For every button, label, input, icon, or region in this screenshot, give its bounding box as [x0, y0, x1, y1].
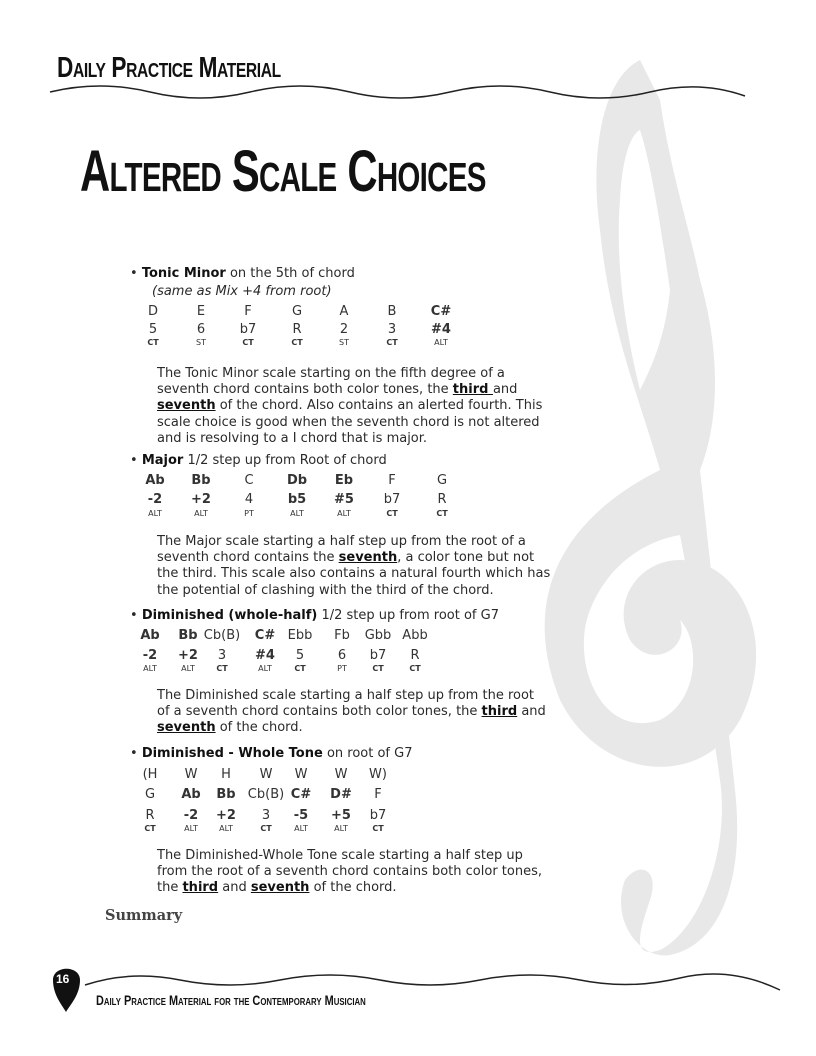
- scale-cell: A: [339, 304, 349, 319]
- description-line: [157, 382, 517, 398]
- text: and: [218, 880, 251, 896]
- scale-cell: W: [334, 767, 348, 782]
- scale-cell: +2: [216, 808, 236, 823]
- scale-cell: Ebb: [287, 628, 313, 643]
- scale-cell: ALT: [194, 509, 208, 518]
- scale-cell: G: [436, 473, 448, 488]
- scale-cell: R: [437, 492, 447, 507]
- scale-description: on root of G7: [322, 746, 413, 761]
- description-line: [157, 704, 546, 720]
- scale-cell: C: [244, 473, 254, 488]
- scale-cell: ALT: [434, 338, 448, 347]
- scale-cell: ALT: [148, 509, 162, 518]
- text: seventh chord contains the: [157, 550, 339, 566]
- description-line: [157, 415, 540, 431]
- scale-cell: PT: [244, 509, 254, 518]
- scale-cell: b5: [287, 492, 307, 507]
- scale-name: Diminished - Whole Tone: [141, 746, 323, 761]
- scale-cell: #4: [431, 322, 451, 337]
- text: the potential of clashing with the third of the chord.: [157, 582, 494, 598]
- text: of the chord.: [215, 720, 303, 736]
- scale-description: 1/2 step up from root of G7: [317, 608, 499, 623]
- scale-cell: F: [244, 304, 252, 319]
- running-footer: Daily Practice Material for the Contemporary Musician: [96, 992, 366, 1008]
- scale-cell: W: [259, 767, 273, 782]
- description-line: [157, 550, 534, 566]
- emphasis-term: seventh: [250, 880, 310, 896]
- scale-cell: C#: [290, 787, 312, 802]
- description-line: [157, 880, 397, 896]
- scale-cell: W): [369, 767, 387, 782]
- section-heading: [130, 608, 499, 624]
- scale-cell: CT: [216, 664, 228, 673]
- scale-cell: CT: [386, 338, 398, 347]
- emphasis-term: third: [182, 880, 219, 896]
- scale-cell: +2: [178, 648, 198, 663]
- scale-cell: CT: [147, 338, 159, 347]
- scale-cell: CT: [242, 338, 254, 347]
- description-line: [157, 431, 427, 447]
- scale-cell: -5: [293, 808, 309, 823]
- description-line: [157, 583, 494, 599]
- page-title: Altered Scale Choices: [80, 139, 486, 204]
- text: and: [517, 704, 546, 720]
- text: from the root of a seventh chord contains both color tones,: [157, 864, 542, 880]
- text: The Major scale starting a half step up from the root of a: [157, 534, 526, 549]
- scale-cell: R: [292, 322, 302, 337]
- scale-cell: 3: [217, 648, 227, 663]
- scale-cell: #5: [334, 492, 354, 507]
- scale-cell: 6: [337, 648, 347, 663]
- text: The Diminished-Whole Tone scale starting a half step up: [157, 848, 523, 863]
- scale-cell: CT: [144, 824, 156, 833]
- scale-cell: +2: [191, 492, 211, 507]
- scale-cell: CT: [294, 664, 306, 673]
- scale-cell: 4: [244, 492, 254, 507]
- scale-cell: Bb: [191, 473, 211, 488]
- emphasis-term: seventh: [338, 550, 398, 566]
- bullet: •: [130, 266, 142, 281]
- scale-cell: b7: [383, 492, 401, 507]
- text: the: [157, 880, 183, 896]
- scale-cell: -2: [183, 808, 199, 823]
- scale-cell: ST: [339, 338, 349, 347]
- scale-cell: 5: [148, 322, 158, 337]
- description-line: [157, 864, 542, 880]
- scale-cell: 3: [387, 322, 397, 337]
- scale-cell: ALT: [334, 824, 348, 833]
- text: scale choice is good when the seventh chord is not altered: [157, 414, 540, 430]
- emphasis-term: seventh: [157, 720, 216, 736]
- scale-cell: b7: [369, 648, 387, 663]
- scale-cell: Fb: [334, 628, 350, 643]
- scale-cell: CT: [291, 338, 303, 347]
- scale-note: (same as Mix +4 from root): [152, 284, 332, 299]
- bullet: •: [130, 453, 142, 468]
- scale-cell: Cb(B): [203, 628, 241, 643]
- text: of the chord. Also contains an alerted fourth. This: [215, 398, 543, 414]
- emphasis-term: third: [481, 704, 518, 720]
- scale-cell: CT: [372, 664, 384, 673]
- text: The Diminished scale starting a half step up from the root: [157, 688, 535, 703]
- text: and is resolving to a I chord that is major.: [157, 430, 428, 446]
- scale-cell: -2: [147, 492, 163, 507]
- scale-name: Diminished (whole-half): [141, 608, 318, 623]
- scale-cell: CT: [436, 509, 448, 518]
- scale-cell: F: [388, 473, 396, 488]
- description-line: [157, 566, 550, 582]
- text: The Tonic Minor scale starting on the fifth degree of a: [157, 366, 505, 381]
- scale-name: Tonic Minor: [141, 266, 226, 281]
- scale-cell: Ab: [140, 628, 160, 643]
- scale-cell: ALT: [258, 664, 272, 673]
- scale-cell: CT: [386, 509, 398, 518]
- bullet: •: [130, 608, 142, 623]
- summary-heading: Summary: [105, 907, 183, 924]
- scale-cell: Ab: [181, 787, 201, 802]
- scale-cell: C#: [430, 304, 452, 319]
- section-heading: [130, 266, 355, 282]
- scale-description: on the 5th of chord: [225, 266, 355, 281]
- scale-cell: D: [147, 304, 159, 319]
- scale-cell: PT: [337, 664, 347, 673]
- scale-cell: 5: [295, 648, 305, 663]
- description-line: [157, 848, 523, 864]
- page-number: 16: [56, 972, 70, 986]
- description-line: [157, 720, 303, 736]
- scale-cell: b7: [239, 322, 257, 337]
- scale-cell: Cb(B): [247, 787, 285, 802]
- scale-description: 1/2 step up from Root of chord: [183, 453, 387, 468]
- text: and: [492, 382, 518, 398]
- scale-name: Major: [141, 453, 184, 468]
- description-line: [157, 398, 542, 414]
- scale-cell: +5: [331, 808, 351, 823]
- scale-cell: Bb: [178, 628, 198, 643]
- scale-cell: H: [221, 767, 231, 782]
- scale-cell: 6: [196, 322, 206, 337]
- text: the third. This scale also contains a natural fourth which has: [157, 566, 551, 582]
- scale-cell: #4: [255, 648, 275, 663]
- footer-wave-line: [85, 974, 780, 990]
- scale-cell: Ab: [145, 473, 165, 488]
- scale-cell: Abb: [402, 628, 428, 643]
- scale-cell: D#: [330, 787, 352, 802]
- scale-cell: CT: [260, 824, 272, 833]
- text: of the chord.: [309, 880, 397, 896]
- scale-cell: 2: [339, 322, 349, 337]
- scale-cell: W: [184, 767, 198, 782]
- scale-cell: ALT: [143, 664, 157, 673]
- scale-cell: Gbb: [364, 628, 392, 643]
- text: of a seventh chord contains both color tones, the: [157, 704, 482, 720]
- scale-cell: G: [291, 304, 303, 319]
- text: seventh chord contains both color tones, the: [157, 382, 453, 398]
- emphasis-term: seventh: [157, 398, 216, 414]
- scale-cell: ALT: [219, 824, 233, 833]
- scale-cell: R: [145, 808, 155, 823]
- scale-cell: W: [294, 767, 308, 782]
- scale-cell: ST: [196, 338, 206, 347]
- scale-cell: ALT: [337, 509, 351, 518]
- scale-cell: 3: [261, 808, 271, 823]
- emphasis-term: third: [452, 382, 493, 398]
- scale-cell: ALT: [184, 824, 198, 833]
- scale-cell: b7: [369, 808, 387, 823]
- scale-cell: ALT: [290, 509, 304, 518]
- running-header: Daily Practice Material: [57, 52, 281, 84]
- scale-cell: -2: [142, 648, 158, 663]
- treble-clef-watermark: [545, 60, 756, 955]
- scale-cell: ALT: [181, 664, 195, 673]
- scale-cell: CT: [409, 664, 421, 673]
- bullet: •: [130, 746, 142, 761]
- section-heading: [130, 453, 387, 469]
- scale-cell: E: [196, 304, 206, 319]
- description-line: [157, 534, 526, 550]
- scale-cell: R: [410, 648, 420, 663]
- description-line: [157, 688, 534, 704]
- scale-cell: (H: [142, 767, 158, 782]
- scale-cell: Db: [286, 473, 308, 488]
- text: , a color tone but not: [397, 550, 535, 566]
- scale-cell: F: [374, 787, 382, 802]
- section-heading: [130, 746, 412, 762]
- scale-cell: G: [144, 787, 156, 802]
- scale-cell: C#: [254, 628, 276, 643]
- scale-cell: B: [387, 304, 397, 319]
- scale-cell: Eb: [334, 473, 354, 488]
- description-line: [157, 366, 505, 382]
- scale-cell: Bb: [216, 787, 236, 802]
- scale-cell: CT: [372, 824, 384, 833]
- scale-cell: ALT: [294, 824, 308, 833]
